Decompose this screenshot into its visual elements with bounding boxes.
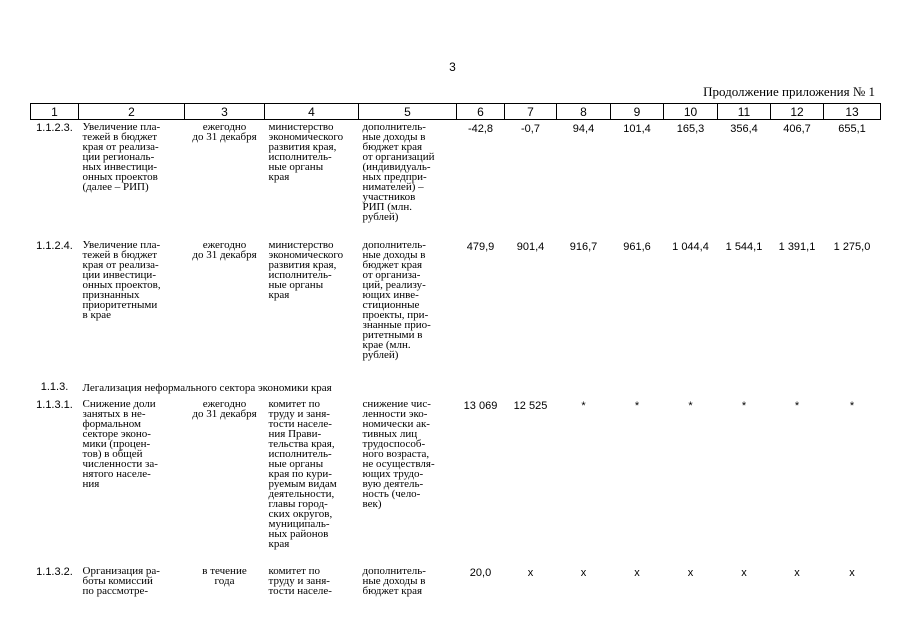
column-header: 13	[824, 104, 881, 120]
column-header: 8	[557, 104, 611, 120]
value-cell: х	[794, 566, 800, 579]
value-cell: 13 069	[463, 399, 498, 412]
measure-name: Организация ра- боты комиссий по рассмотре-	[82, 564, 160, 597]
value-cell: *	[634, 399, 640, 412]
row-code: 1.1.3.1.	[36, 398, 73, 411]
column-header: 10	[664, 104, 718, 120]
value-cell: 165,3	[676, 123, 705, 135]
indicator: дополнитель- ные доходы в бюджет края	[362, 564, 426, 597]
row-code: 1.1.2.3.	[36, 122, 73, 134]
row-code: 1.1.2.4.	[36, 239, 73, 252]
value-cell: *	[849, 399, 855, 412]
value-cell: -42,8	[467, 123, 494, 135]
indicator: дополнитель- ные доходы в бюджет края от организа- ций, реализу- ющих инве- стиционные проекты, при- знанные прио- ритетными в крае (млн. рублей)	[362, 238, 431, 361]
indicator: снижение чис- ленности эко- номически ак- тивных лиц трудоспособ- ного возраста, не осуществля- ющих трудо- вую деятель- ность (чело- век)	[362, 397, 435, 510]
value-cell: х	[687, 566, 694, 579]
executor: министерство экономического развития края, исполнитель- ные органы края	[268, 238, 344, 301]
column-header: 11	[718, 104, 771, 120]
section-row	[31, 379, 881, 397]
column-header: 5	[359, 104, 457, 120]
deadline: ежегодно до 31 декабря	[192, 397, 257, 420]
deadline: ежегодно до 31 декабря	[192, 238, 257, 261]
row-code: 1.1.3.2.	[36, 565, 73, 578]
section-code: 1.1.3.	[40, 380, 69, 393]
table-row	[31, 238, 881, 379]
section-title: Легализация неформального сектора экономики края	[82, 381, 332, 394]
measure-name: Снижение доли занятых в не- формальном секторе эконо- мики (процен- тов) в общей численности за- нятого населе- ния	[82, 397, 158, 490]
appendix-table	[30, 103, 881, 600]
value-cell: 961,6	[623, 240, 651, 253]
value-cell: *	[794, 399, 800, 412]
value-cell: 12 525	[513, 399, 548, 412]
executor: министерство экономического развития края, исполнитель- ные органы края	[268, 121, 344, 183]
table-row	[31, 564, 881, 600]
column-header: 4	[265, 104, 359, 120]
page-number: 3	[449, 60, 456, 74]
column-header: 12	[771, 104, 824, 120]
value-cell: 101,4	[623, 123, 651, 135]
value-cell: 901,4	[516, 240, 545, 253]
table-row	[31, 397, 881, 564]
value-cell: 479,9	[466, 240, 495, 253]
value-cell: х	[527, 566, 534, 579]
column-header: 3	[185, 104, 265, 120]
table-row	[31, 120, 881, 238]
value-cell: 94,4	[572, 123, 595, 135]
column-header: 7	[505, 104, 557, 120]
value-cell: 20,0	[469, 566, 492, 579]
column-header: 1	[31, 104, 79, 120]
value-cell: 1 044,4	[672, 240, 709, 253]
column-header: 9	[611, 104, 664, 120]
measure-name: Увеличение пла- тежей в бюджет края от реализа- ции инвестици- онных проектов, признанных приоритетными в крае	[82, 238, 161, 321]
value-cell: 1 391,1	[778, 240, 816, 253]
value-cell: 356,4	[730, 123, 758, 135]
executor: комитет по труду и заня- тости населе- ния Прави- тельства края, исполнитель- ные органы края по кури- руемым видам деятельности, главы город- ских округов, муниципаль- ных районов края	[268, 397, 337, 550]
value-cell: *	[741, 399, 747, 412]
header-row	[31, 104, 881, 120]
value-cell: х	[741, 566, 747, 579]
value-cell: 1 544,1	[725, 240, 763, 253]
measure-name: Увеличение пла- тежей в бюджет края от реализа- ции региональ- ных инвестици- онных проектов (далее – РИП)	[82, 121, 161, 193]
executor: комитет по труду и заня- тости населе-	[268, 564, 332, 597]
value-cell: х	[580, 566, 587, 579]
deadline: ежегодно до 31 декабря	[192, 121, 257, 143]
value-cell: -0,7	[521, 123, 540, 135]
value-cell: *	[581, 399, 586, 412]
column-header: 6	[457, 104, 505, 120]
deadline: в течение года	[202, 564, 247, 587]
value-cell: х	[634, 566, 640, 579]
value-cell: 406,7	[783, 123, 811, 135]
column-header: 2	[79, 104, 185, 120]
indicator: дополнитель- ные доходы в бюджет края от организаций (индивидуаль- ных предпри- нимателей) – участников РИП (млн. рублей)	[362, 121, 435, 223]
value-cell: 1 275,0	[833, 240, 871, 253]
value-cell: х	[849, 566, 855, 579]
value-cell: *	[688, 399, 693, 412]
continuation-note: Продолжение приложения № 1	[703, 84, 875, 99]
value-cell: 916,7	[569, 240, 598, 253]
value-cell: 655,1	[838, 123, 866, 135]
